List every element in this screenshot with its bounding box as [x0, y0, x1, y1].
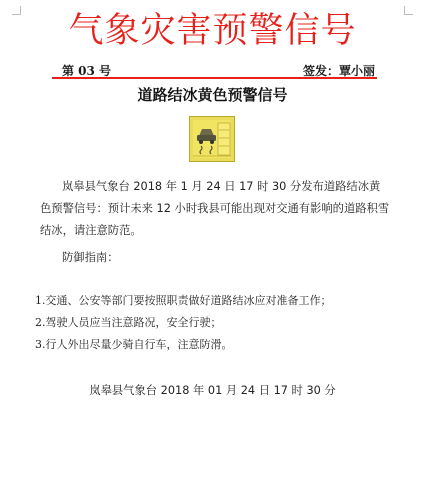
list-item: 3.行人外出尽量少骑自行车，注意防滑。	[35, 338, 233, 351]
issue-number: 第 03 号	[62, 64, 112, 78]
issuer-signature: 岚皋县气象台 2018 年 01 月 24 日 17 时 30 分	[89, 384, 336, 397]
guideline-list	[35, 290, 405, 356]
masthead-title: 气象灾害预警信号	[68, 11, 357, 51]
issue-row	[52, 60, 377, 78]
document-title: 道路结冰黄色预警信号	[137, 86, 288, 104]
list-item: 1.交通、公安等部门要按照职责做好道路结冰应对准备工作；	[35, 294, 332, 307]
warning-body: 岚皋县气象台 2018 年 1 月 24 日 17 时 30 分发布道路结冰黄色预警信号：预计未来 12 小时我县可能出现对交通有影响的道路积雪结冰，请注意防范。	[40, 180, 390, 237]
red-divider	[52, 77, 377, 79]
signer: 签发：覃小丽	[302, 64, 375, 78]
list-item: 2.驾驶人员应当注意路况，安全行驶；	[35, 316, 222, 329]
defense-guide-label: 防御指南：	[62, 251, 119, 264]
road-icing-yellow-icon	[189, 116, 235, 162]
